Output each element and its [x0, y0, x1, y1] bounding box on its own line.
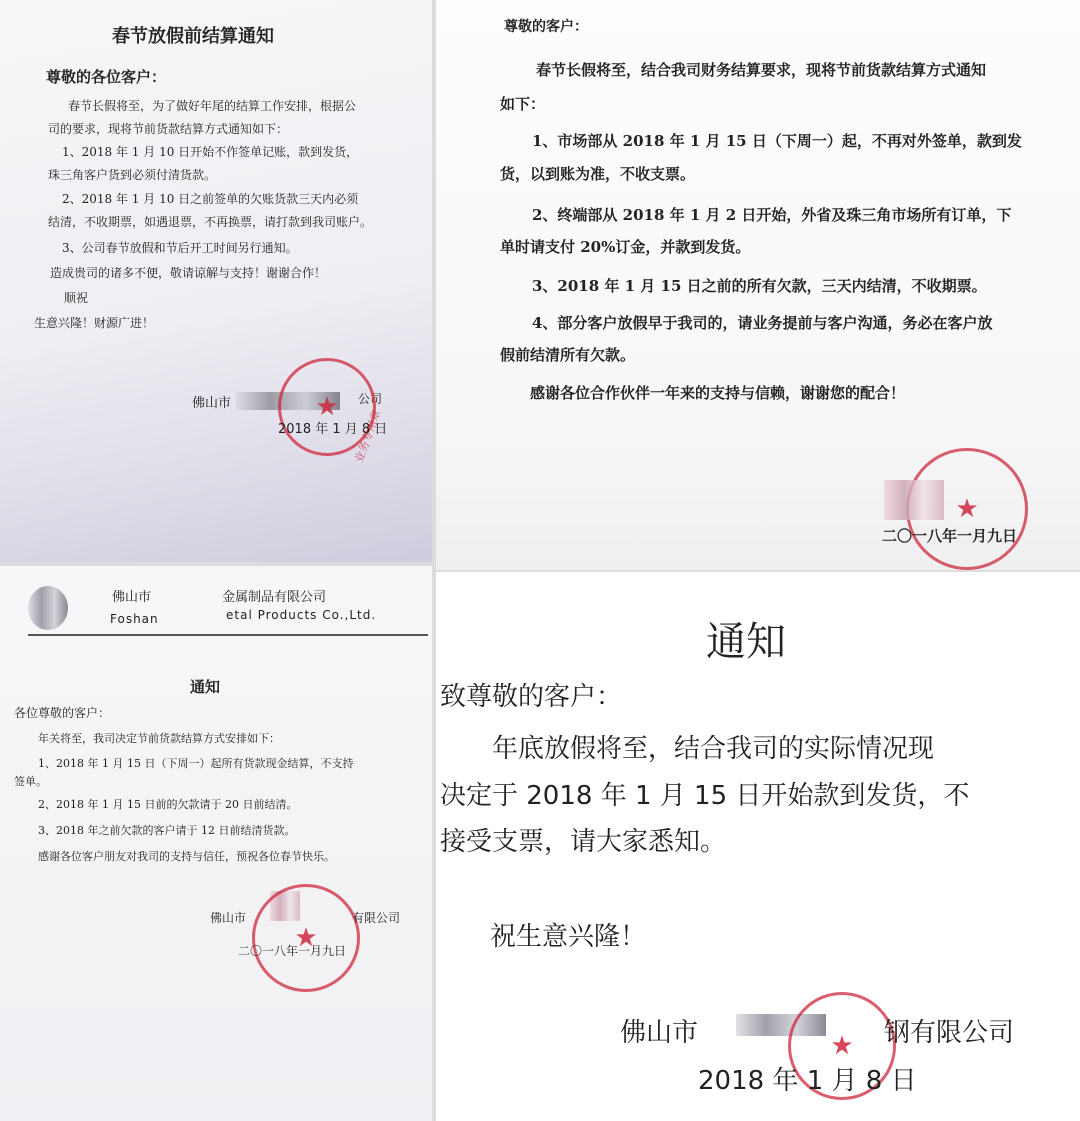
notice1-line: 珠三角客户货到必须付清货款。 — [48, 168, 217, 182]
notice-panel-metal-products — [0, 566, 432, 1121]
company-logo-redacted — [28, 586, 68, 630]
notice1-title: 春节放假前结算通知 — [112, 26, 274, 47]
notice3-date: 二〇一八年一月九日 — [238, 944, 347, 958]
header-en-suffix: etal Products Co.,Ltd. — [226, 608, 377, 622]
notice4-closing: 祝生意兴隆！ — [490, 922, 647, 952]
notice3-line: 1、2018 年 1 月 15 日（下周一）起所有货款现金结算，不支持 — [38, 757, 354, 770]
company-seal — [252, 884, 360, 992]
notice4-date: 2018 年 1 月 8 日 — [698, 1066, 917, 1096]
notice1-line: 2、2018 年 1 月 10 日之前签单的欠账货款三天内必须 — [62, 192, 359, 206]
notice1-company-prefix: 佛山市 — [192, 396, 232, 411]
notice1-line: 1、2018 年 1 月 10 日开始不作签单记账，款到发货， — [62, 145, 359, 159]
notice2-line: 2、终端部从 2018 年 1 月 2 日开始，外省及珠三角市场所有订单，下 — [532, 206, 1012, 224]
header-en-prefix: Foshan — [110, 612, 159, 626]
notice1-line: 司的要求，现将节前货款结算方式通知如下： — [48, 122, 289, 136]
notice4-company-suffix: 钢有限公司 — [884, 1018, 1015, 1048]
notice4-company-prefix: 佛山市 — [620, 1018, 699, 1048]
seal-text: 业务专用章 — [352, 408, 384, 465]
notice1-line: 3、公司春节放假和节后开工时间另行通知。 — [62, 241, 298, 255]
notice3-salutation: 各位尊敬的客户： — [14, 706, 111, 720]
notice1-line: 造成贵司的诸多不便，敬请谅解与支持！谢谢合作！ — [50, 266, 327, 280]
notice4-line: 接受支票，请大家悉知。 — [440, 827, 727, 857]
notice3-line: 年关将至，我司决定节前货款结算方式安排如下： — [38, 732, 280, 745]
notice2-line: 单时请支付 20%订金，并款到发货。 — [500, 238, 751, 256]
notice-panel-settlement — [436, 0, 1080, 570]
notice2-line: 如下： — [500, 95, 546, 113]
notice1-line: 春节长假将至，为了做好年尾的结算工作安排，根据公 — [68, 99, 357, 113]
notice2-line: 感谢各位合作伙伴一年来的支持与信赖，谢谢您的配合！ — [530, 384, 906, 402]
notice-panel-steel — [436, 572, 1080, 1121]
notice3-line: 签单。 — [14, 775, 47, 788]
notice2-line: 假前结清所有欠款。 — [500, 346, 636, 364]
notice1-date: 2018 年 1 月 8 日 — [278, 422, 388, 437]
notice4-line: 决定于 2018 年 1 月 15 日开始款到发货，不 — [440, 781, 970, 811]
header-cn-suffix: 金属制品有限公司 — [222, 590, 327, 605]
notice2-date: 二〇一八年一月九日 — [882, 527, 1018, 545]
notice2-line: 货，以到账为准，不收支票。 — [500, 165, 696, 183]
notice2-line: 春节长假将至，结合我司财务结算要求，现将节前货款结算方式通知 — [536, 61, 987, 79]
notice4-line: 年底放假将至，结合我司的实际情况现 — [492, 734, 935, 764]
notice1-line: 顺祝 — [64, 291, 89, 305]
notice1-salutation: 尊敬的各位客户： — [46, 68, 167, 86]
notice3-company-suffix: 有限公司 — [352, 911, 401, 925]
notice3-line: 感谢各位客户朋友对我司的支持与信任，预祝各位春节快乐。 — [38, 850, 335, 863]
notice4-salutation: 致尊敬的客户： — [440, 682, 623, 712]
notice2-salutation: 尊敬的客户： — [504, 19, 588, 35]
header-cn-prefix: 佛山市 — [112, 590, 152, 605]
notice1-company-suffix: 公司 — [358, 392, 383, 406]
notice-panel-spring-festival — [0, 0, 432, 562]
notice1-line: 生意兴隆！财源广进！ — [34, 316, 155, 330]
notice2-line: 4、部分客户放假早于我司的，请业务提前与客户沟通，务必在客户放 — [532, 314, 993, 332]
notice2-line: 1、市场部从 2018 年 1 月 15 日（下周一）起，不再对外签单，款到发 — [532, 132, 1022, 150]
notice2-line: 3、2018 年 1 月 15 日之前的所有欠款，三天内结清，不收期票。 — [532, 277, 987, 295]
notice4-title: 通知 — [706, 619, 786, 665]
notice3-company-prefix: 佛山市 — [210, 911, 247, 925]
redaction-block — [884, 480, 944, 520]
notice3-title: 通知 — [190, 678, 221, 696]
notice3-line: 3、2018 年之前欠款的客户请于 12 日前结清货款。 — [38, 824, 296, 837]
notice3-line: 2、2018 年 1 月 15 日前的欠款请于 20 日前结清。 — [38, 798, 298, 811]
notice1-line: 结清，不收期票，如遇退票，不再换票，请打款到我司账户。 — [48, 215, 373, 229]
header-divider — [28, 634, 428, 636]
